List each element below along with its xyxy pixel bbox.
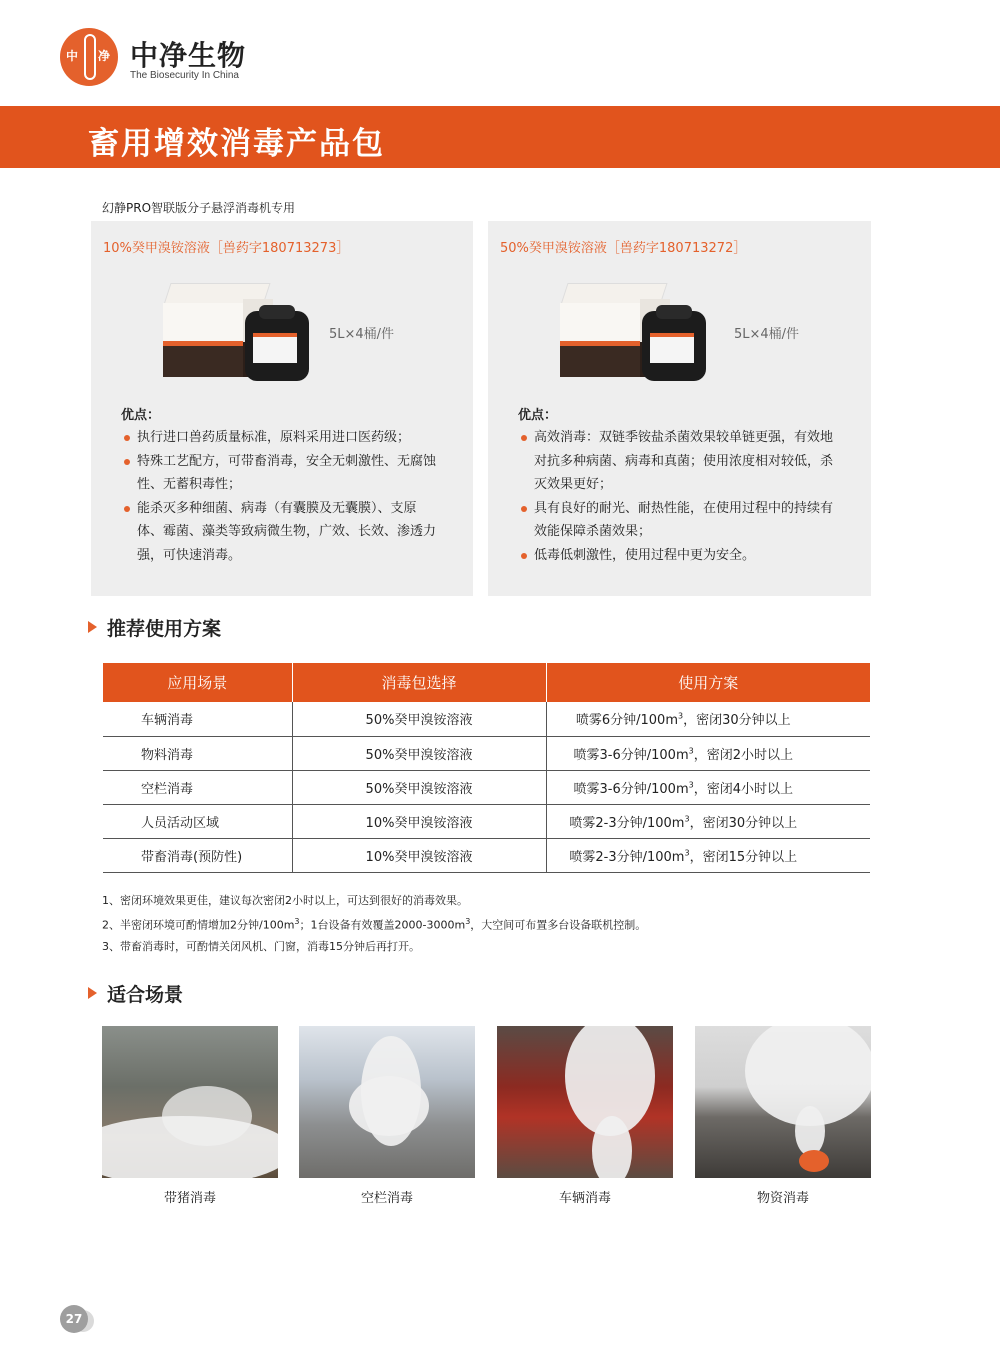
column-header: 使用方案	[546, 663, 870, 702]
logo-char-left: 中	[66, 49, 79, 63]
table-row	[103, 736, 870, 770]
scene-photo-materials	[695, 1026, 871, 1178]
section-heading-scenes	[88, 980, 183, 1007]
section-heading-usage	[88, 614, 221, 641]
advantages-list	[124, 426, 440, 567]
section-title: 推荐使用方案	[107, 618, 222, 640]
list-item: 执行进口兽药质量标准，原料采用进口医药级；	[124, 426, 440, 450]
logo-char-right: 净	[98, 49, 111, 63]
product-spec: 5L×4桶/件	[329, 327, 395, 342]
page-subtitle: 幻静PRO智联版分子悬浮消毒机专用	[102, 201, 296, 215]
note-2: 2、半密闭环境可酌情增加2分钟$/100m^3$；1台设备有效覆盖$2000-3000m^3$，大空间可布置多台设备联机控制。	[102, 917, 647, 932]
brand-name: 中净生物	[130, 39, 247, 72]
product-image	[560, 283, 760, 383]
table-cell: 50%癸甲溴铵溶液	[292, 736, 546, 770]
list-item: 特殊工艺配方，可带畜消毒，安全无刺激性、无腐蚀性、无蓄积毒性；	[124, 450, 440, 497]
table-header-row	[103, 663, 870, 702]
product-title: 10%癸甲溴铵溶液［兽药字180713273］	[103, 241, 350, 256]
table-cell: 车辆消毒	[103, 702, 292, 736]
table-cell: 喷雾3-6分钟$/100m^3$，密闭2小时以上	[546, 736, 870, 770]
scene-photo-vehicle	[497, 1026, 673, 1178]
table-cell: 人员活动区域	[103, 804, 292, 838]
table-cell: 10%癸甲溴铵溶液	[292, 804, 546, 838]
scene-caption: 车辆消毒	[558, 1191, 611, 1206]
product-panel-10pct	[91, 221, 473, 596]
title-banner	[0, 106, 1000, 168]
list-item: 能杀灭多种细菌、病毒（有囊膜及无囊膜）、支原体、霉菌、藻类等致病微生物，广效、长效、渗透力强，可快速消毒。	[124, 497, 440, 568]
page-title: 畜用增效消毒产品包	[88, 126, 385, 162]
table-cell: 喷雾2-3分钟$/100m^3$，密闭15分钟以上	[546, 838, 870, 872]
company-logo	[60, 28, 118, 86]
table-cell: 10%癸甲溴铵溶液	[292, 838, 546, 872]
scene-caption: 物资消毒	[756, 1191, 809, 1206]
product-title: 50%癸甲溴铵溶液［兽药字180713272］	[500, 241, 747, 256]
table-cell: 物料消毒	[103, 736, 292, 770]
logo-ring	[84, 34, 96, 80]
table-row	[103, 838, 870, 872]
column-header: 消毒包选择	[292, 663, 546, 702]
scene-caption: 空栏消毒	[360, 1191, 413, 1206]
list-item: 具有良好的耐光、耐热性能，在使用过程中的持续有效能保障杀菌效果；	[521, 497, 833, 544]
table-cell: 带畜消毒(预防性)	[103, 838, 292, 872]
table-row	[103, 804, 870, 838]
table-row	[103, 770, 870, 804]
note-3: 3、带畜消毒时，可酌情关闭风机、门窗，消毒15分钟后再打开。	[102, 939, 420, 953]
usage-notes	[102, 890, 646, 957]
note-1: 1、密闭环境效果更佳，建议每次密闭2小时以上，可达到很好的消毒效果。	[102, 894, 468, 907]
table-cell: 喷雾3-6分钟$/100m^3$，密闭4小时以上	[546, 770, 870, 804]
scene-photo-pig-disinfection	[102, 1026, 278, 1178]
triangle-bullet-icon	[88, 621, 97, 633]
table-cell: 喷雾6分钟$/100m^3$，密闭30分钟以上	[546, 702, 870, 736]
table-cell: 空栏消毒	[103, 770, 292, 804]
page-number: 27	[60, 1305, 88, 1333]
section-title: 适合场景	[107, 984, 184, 1006]
column-header: 应用场景	[103, 663, 292, 702]
brand-tagline: The Biosecurity In China	[130, 70, 239, 81]
usage-table	[103, 663, 870, 873]
product-spec: 5L×4桶/件	[734, 327, 800, 342]
advantages-list	[521, 426, 833, 567]
table-row	[103, 702, 870, 736]
table-cell: 喷雾2-3分钟$/100m^3$，密闭30分钟以上	[546, 804, 870, 838]
product-panel-50pct	[488, 221, 871, 596]
product-canister-image	[245, 311, 309, 381]
table-cell: 50%癸甲溴铵溶液	[292, 770, 546, 804]
table-cell: 50%癸甲溴铵溶液	[292, 702, 546, 736]
scene-caption: 带猪消毒	[163, 1191, 216, 1206]
scene-photo-empty-pen	[299, 1026, 475, 1178]
triangle-bullet-icon	[88, 987, 97, 999]
advantages-heading: 优点：	[121, 408, 161, 423]
list-item: 低毒低刺激性，使用过程中更为安全。	[521, 544, 833, 568]
product-canister-image	[642, 311, 706, 381]
advantages-heading: 优点：	[518, 408, 558, 423]
list-item: 高效消毒：双链季铵盐杀菌效果较单链更强，有效地对抗多种病菌、病毒和真菌；使用浓度相对较低，杀灭效果更好；	[521, 426, 833, 497]
